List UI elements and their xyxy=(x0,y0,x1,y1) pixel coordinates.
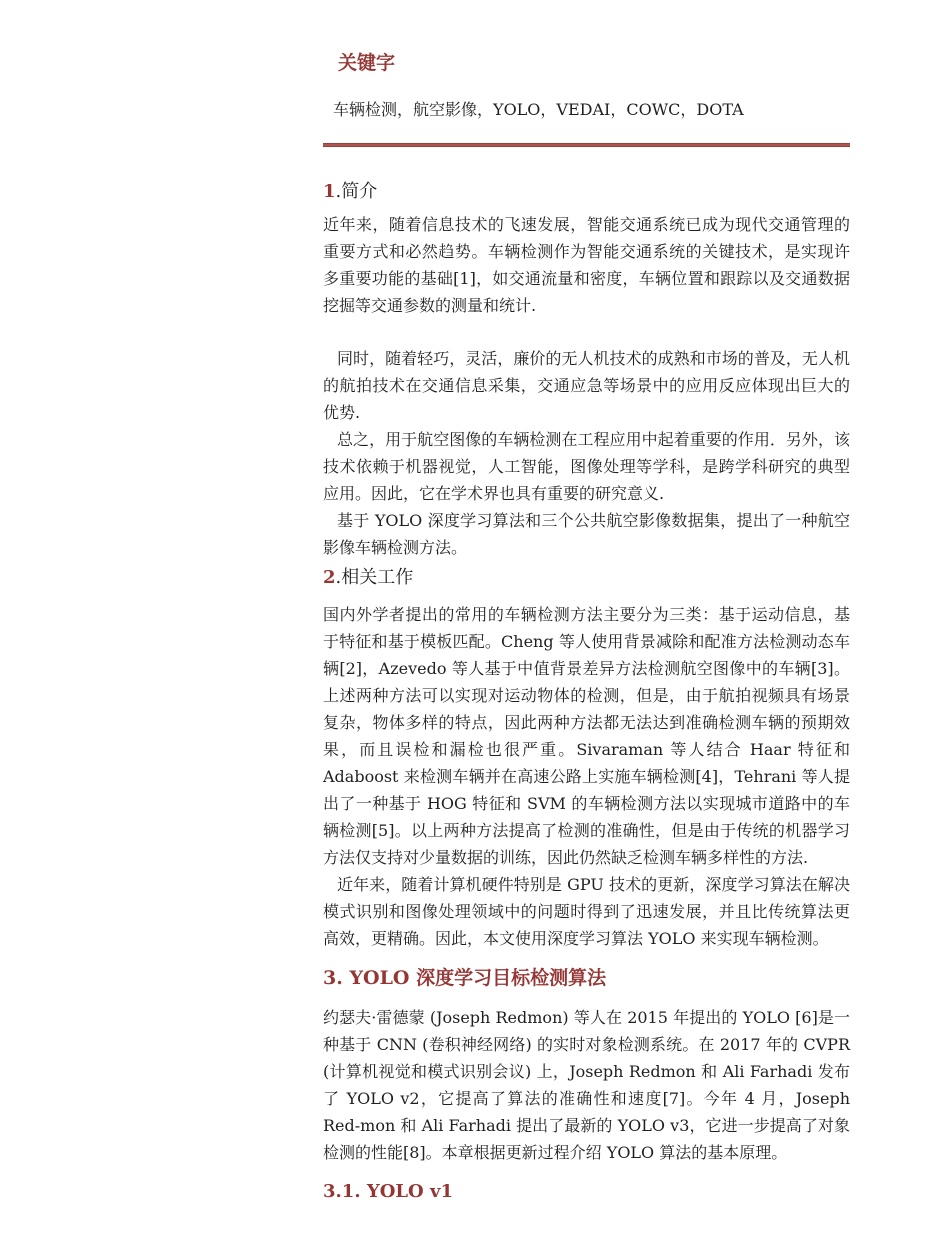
paragraph: 近年来，随着计算机硬件特别是 GPU 技术的更新，深度学习算法在解决模式识别和图像处理领域中的问题时得到了迅速发展，并且比传统算法更高效，更精确。因此，本文使用深度学习算法 YOLO 来实现车辆检测。 xyxy=(323,875,850,948)
document-content xyxy=(323,52,850,1204)
section-heading-related-work xyxy=(323,567,850,589)
section-number: 2 xyxy=(323,567,336,588)
paragraph: 同时，随着轻巧，灵活，廉价的无人机技术的成熟和市场的普及，无人机的航拍技术在交通信息采集，交通应急等场景中的应用反应体现出巨大的优势. xyxy=(323,349,850,422)
section-heading-yolo-v1: 3.1. YOLO v1 xyxy=(323,1181,453,1202)
section-yolo-v1 xyxy=(323,1180,850,1204)
keywords-section xyxy=(323,52,850,123)
section-yolo-algorithm xyxy=(323,966,850,1166)
section-heading-yolo-algorithm: 3. YOLO 深度学习目标检测算法 xyxy=(323,967,607,989)
section-title: .相关工作 xyxy=(335,567,414,588)
paragraph: 约瑟夫·雷德蒙 (Joseph Redmon) 等人在 2015 年提出的 YOLO [6]是一种基于 CNN (卷积神经网络) 的实时对象检测系统。在 2017 年的 CVPR (计算机视觉和模式识别会议) 上，Joseph Redmon 和 Ali Farhadi 发布了 YOLO v2，它提高了算法的准确性和速度[7]。今年 4 月，Joseph Red-mon 和 Ali Farhadi 提出了最新的 YOLO v3，它进一步提高了对象检测的性能[8]。本章根据更新过程介绍 YOLO 算法的基本原理。 xyxy=(323,1008,850,1162)
section-introduction xyxy=(323,181,850,561)
paragraph: 国内外学者提出的常用的车辆检测方法主要分为三类：基于运动信息，基于特征和基于模板匹配。Cheng 等人使用背景减除和配准方法检测动态车辆[2]，Azevedo 等人基于中值背景差异方法检测航空图像中的车辆[3]。上述两种方法可以实现对运动物体的检测，但是，由于航拍视频具有场景复杂，物体多样的特点，因此两种方法都无法达到准确检测车辆的预期效果，而且误检和漏检也很严重。Sivaraman 等人结合 Haar 特征和 Adaboost 来检测车辆并在高速公路上实施车辆检测[4]，Tehrani 等人提出了一种基于 HOG 特征和 SVM 的车辆检测方法以实现城市道路中的车辆检测[5]。以上两种方法提高了检测的准确性，但是由于传统的机器学习方法仅支持对少量数据的训练，因此仍然缺乏检测车辆多样性的方法. xyxy=(323,605,850,867)
keywords-line: 车辆检测，航空影像，YOLO，VEDAI，COWC，DOTA xyxy=(333,100,744,119)
paragraph: 近年来，随着信息技术的飞速发展，智能交通系统已成为现代交通管理的重要方式和必然趋势。车辆检测作为智能交通系统的关键技术，是实现许多重要功能的基础[1]，如交通流量和密度，车辆位置和跟踪以及交通数据挖掘等交通参数的测量和统计. xyxy=(323,215,850,315)
section-heading-introduction xyxy=(323,181,850,203)
section-related-work xyxy=(323,567,850,952)
paragraph: 总之，用于航空图像的车辆检测在工程应用中起着重要的作用．另外，该技术依赖于机器视觉，人工智能，图像处理等学科，是跨学科研究的典型应用。因此，它在学术界也具有重要的研究意义. xyxy=(323,430,850,503)
paragraph: 基于 YOLO 深度学习算法和三个公共航空影像数据集，提出了一种航空影像车辆检测方法。 xyxy=(323,511,850,557)
section-number: 1 xyxy=(323,181,336,202)
section-divider-rule xyxy=(323,143,850,147)
keywords-heading: 关键字 xyxy=(338,52,396,74)
section-title: .简介 xyxy=(335,181,378,202)
